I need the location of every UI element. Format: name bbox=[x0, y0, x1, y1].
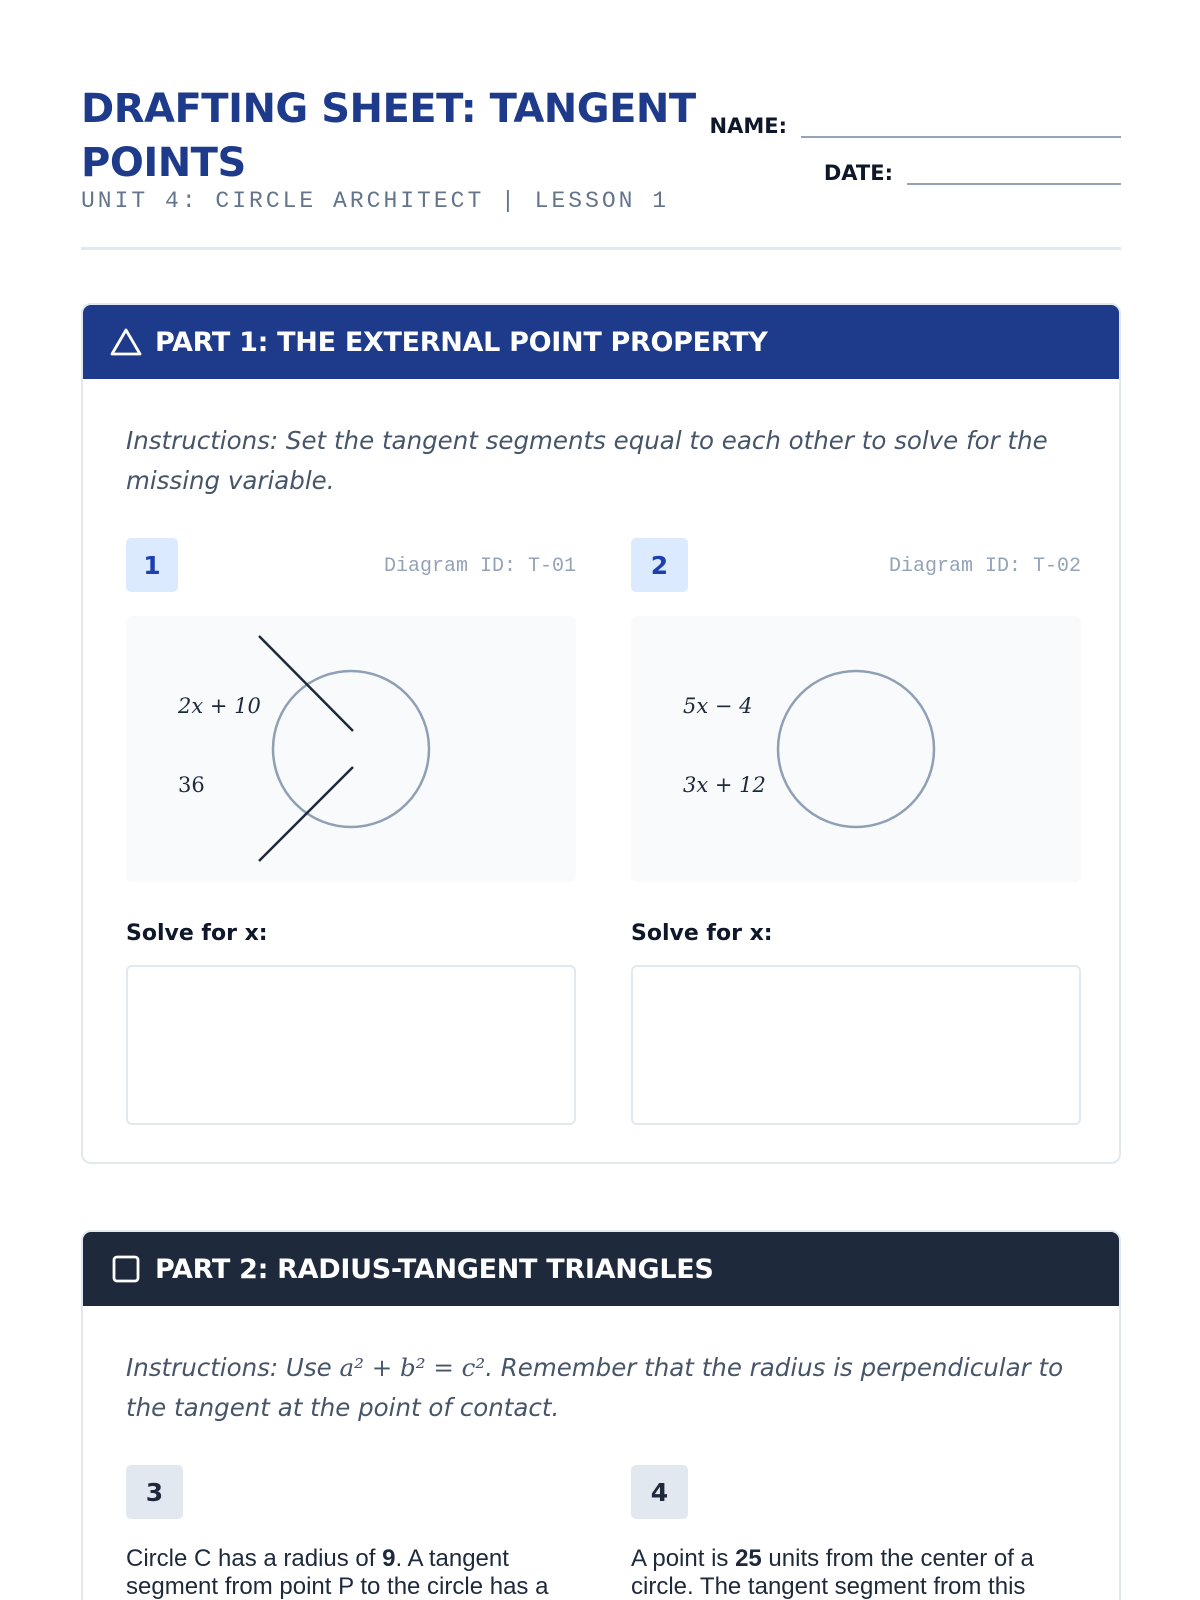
diagram-id: Diagram ID: T-01 bbox=[383, 555, 576, 578]
square-icon bbox=[109, 1252, 143, 1286]
worksheet-header bbox=[81, 82, 1121, 250]
segment-label-top: 2x + 10 bbox=[178, 694, 261, 718]
segment-label-bottom: 36 bbox=[178, 773, 205, 797]
instructions-suffix: . Remember that the radius is perpendicular to the tangent at the point of contact. bbox=[126, 1353, 1064, 1422]
page-subtitle: UNIT 4: CIRCLE ARCHITECT | LESSON 1 bbox=[81, 188, 670, 214]
problem-text bbox=[126, 1545, 576, 1600]
name-label: NAME: bbox=[709, 114, 787, 138]
part1-header bbox=[83, 305, 1119, 379]
segment-label-bottom: 3x + 12 bbox=[683, 773, 766, 797]
diagram-id: Diagram ID: T-02 bbox=[888, 555, 1081, 578]
part2-header bbox=[83, 1232, 1119, 1306]
name-input-line[interactable] bbox=[801, 114, 1121, 138]
part1-section bbox=[81, 303, 1121, 1164]
part2-instructions bbox=[126, 1348, 1076, 1428]
problem-text bbox=[631, 1545, 1081, 1600]
circle-shape bbox=[273, 671, 429, 827]
problem-text-a: Circle C has a radius of bbox=[126, 1545, 383, 1572]
instructions-prefix: Instructions: Use bbox=[126, 1353, 340, 1382]
problem-value: 25 bbox=[735, 1545, 762, 1572]
tangent-line-top bbox=[259, 636, 353, 731]
triangle-icon bbox=[109, 325, 143, 359]
worksheet-page bbox=[81, 0, 1121, 1600]
solve-label: Solve for x: bbox=[631, 921, 773, 946]
date-input-line[interactable] bbox=[907, 161, 1121, 185]
problem-number-badge: 1 bbox=[126, 538, 178, 592]
solve-label: Solve for x: bbox=[126, 921, 268, 946]
answer-box-2[interactable] bbox=[631, 965, 1081, 1125]
part2-section bbox=[81, 1230, 1121, 1600]
segment-label-top: 5x − 4 bbox=[683, 694, 753, 718]
name-field[interactable] bbox=[710, 114, 1121, 138]
problem-number-badge: 4 bbox=[631, 1465, 688, 1519]
part1-title: PART 1: THE EXTERNAL POINT PROPERTY bbox=[155, 326, 768, 358]
tangent-line-bottom bbox=[259, 767, 353, 861]
tangent-diagram-1 bbox=[126, 616, 576, 882]
problem-number-badge: 2 bbox=[631, 538, 688, 592]
date-label: DATE: bbox=[823, 161, 893, 185]
date-field[interactable] bbox=[824, 161, 1121, 185]
pythagorean-formula: a² + b² = c² bbox=[339, 1353, 486, 1382]
part1-instructions: Instructions: Set the tangent segments equal to each other to solve for the missing variable. bbox=[126, 426, 1048, 495]
problem-text-b: units from the center of a circle. The tangent segment from this bbox=[631, 1545, 1034, 1600]
problem-text-b: . A tangent segment from point P to the circle has a bbox=[126, 1545, 549, 1600]
page-title: DRAFTING SHEET: TANGENT POINTS bbox=[81, 86, 696, 186]
answer-box-1[interactable] bbox=[126, 965, 576, 1125]
problem-value: 9 bbox=[382, 1545, 396, 1572]
problem-text-a: A point is bbox=[631, 1545, 736, 1572]
tangent-diagram-2 bbox=[631, 616, 1081, 882]
circle-shape bbox=[778, 671, 934, 827]
problem-number-badge: 3 bbox=[126, 1465, 183, 1519]
part2-title: PART 2: RADIUS-TANGENT TRIANGLES bbox=[155, 1253, 714, 1285]
